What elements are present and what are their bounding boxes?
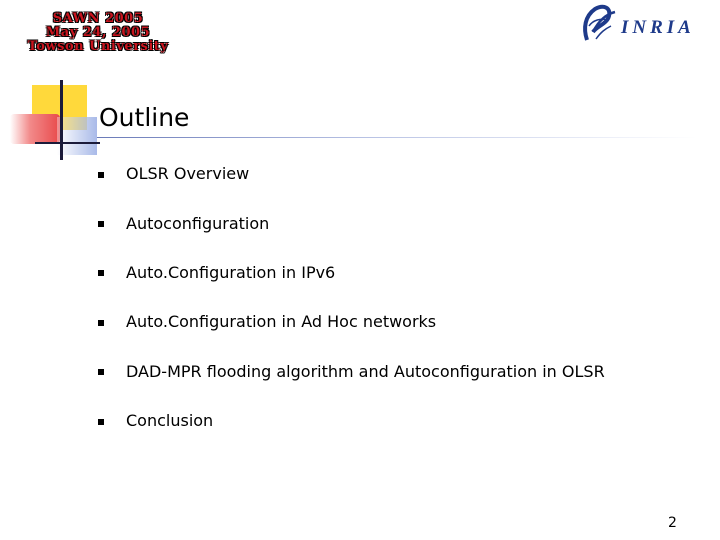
bullet-text: Auto.Configuration in IPv6 xyxy=(126,262,336,282)
square-bullet-icon xyxy=(98,369,104,375)
event-logo-line-1: SAWN 2005 xyxy=(52,11,144,26)
inria-logo xyxy=(577,2,705,44)
bullet-item xyxy=(96,396,605,445)
bullet-text: Auto.Configuration in Ad Hoc networks xyxy=(126,312,437,332)
bullet-list xyxy=(96,149,605,445)
bullet-item xyxy=(96,198,605,247)
decoration-pink-bar xyxy=(10,114,60,144)
title-underline xyxy=(97,137,697,138)
bullet-item xyxy=(96,149,605,198)
square-bullet-icon xyxy=(98,419,104,425)
page-number: 2 xyxy=(668,515,677,531)
event-logo-line-2: May 24, 2005 xyxy=(45,25,151,40)
square-bullet-icon xyxy=(98,172,104,178)
title-decoration xyxy=(0,80,110,165)
square-bullet-icon xyxy=(98,270,104,276)
decoration-blue-square xyxy=(57,117,97,155)
bullet-text: Conclusion xyxy=(126,411,214,431)
decoration-horizontal-line xyxy=(35,142,100,144)
bullet-item xyxy=(96,248,605,297)
decoration-vertical-line xyxy=(60,80,63,160)
square-bullet-icon xyxy=(98,320,104,326)
inria-logo-text: INRIA xyxy=(621,17,695,38)
event-logo xyxy=(22,12,174,54)
bullet-item xyxy=(96,297,605,346)
bullet-item xyxy=(96,347,605,396)
bullet-text: OLSR Overview xyxy=(126,164,250,184)
square-bullet-icon xyxy=(98,221,104,227)
slide-title: Outline xyxy=(99,103,190,132)
event-logo-line-3: Towson University xyxy=(27,39,169,54)
bullet-text: Autoconfiguration xyxy=(126,213,270,233)
bullet-text: DAD-MPR flooding algorithm and Autoconfiguration in OLSR xyxy=(126,361,605,381)
inria-emblem-icon xyxy=(585,7,615,40)
